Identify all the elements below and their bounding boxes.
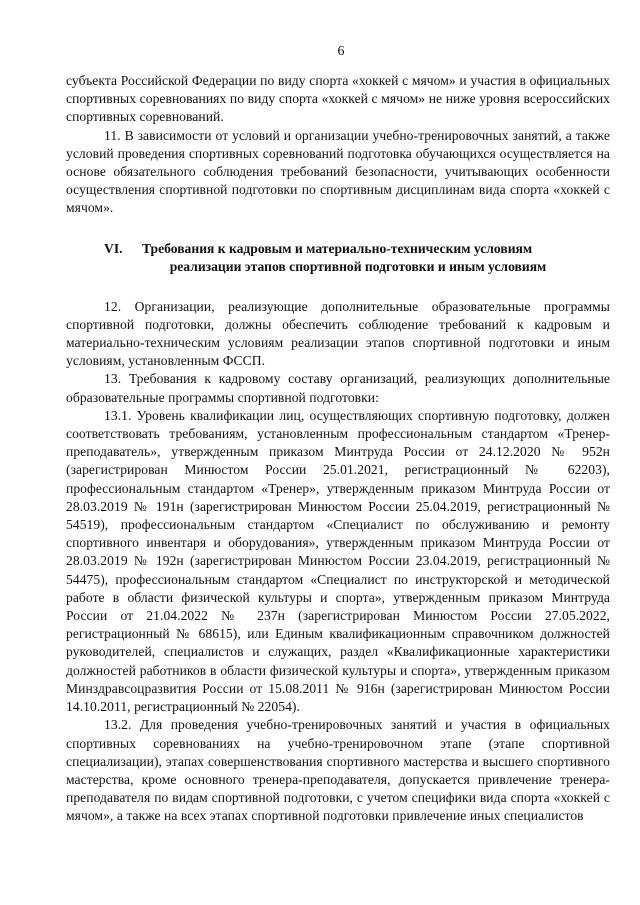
paragraph-13-2: 13.2. Для проведения учебно-тренировочных занятий и участия в официальных спортивных соревнованиях на учебно-тренировочном этапе (этапе спортивной специализации), этапах совершенствования спортивного мастерства и высшего спортивного мастерства, кроме основного тренера-преподавателя, допускается привлечение тренера-преподавателя по видам спортивной подготовки, с учетом специфики вида спорта «хоккей с мячом», а также на всех этапах спортивной подготовки привлечение иных специалистов [66, 717, 610, 824]
section-heading-line1 [66, 240, 610, 258]
page-number: 6 [337, 44, 345, 59]
paragraph-13: 13. Требования к кадровому составу организаций, реализующих дополнительные образовательные программы спортивной подготовки: [66, 371, 610, 405]
paragraph-11: 11. В зависимости от условий и организации учебно-тренировочных занятий, а также условий проведения спортивных соревнований подготовка обучающихся осуществляется на основе обязательного соблюдения требований безопасности, учитывающих особенности осуществления спортивной подготовки по спортивным дисциплинам вида спорта «хоккей с мячом». [66, 127, 610, 216]
paragraph-continuation: субъекта Российской Федерации по виду спорта «хоккей с мячом» и участия в официальных спортивных соревнованиях по виду спорта «хоккей с мячом» не ниже уровня всероссийских спортивных соревнований. [66, 73, 610, 125]
paragraph-13-1: 13.1. Уровень квалификации лиц, осуществляющих спортивную подготовку, должен соответствовать требованиям, установленным профессиональным стандартом «Тренер-преподаватель», утвержденным приказом Минтруда России от 24.12.2020 № 952н (зарегистрирован Минюстом России 25.01.2021, регистрационный № 62203), профессиональным стандартом «Тренер», утвержденным приказом Минтруда России от 28.03.2019 № 191н (зарегистрирован Минюстом России 25.04.2019, регистрационный № 54519), профессиональным стандартом «Специалист по обслуживанию и ремонту спортивного инвентаря и оборудования», утвержденным приказом Минтруда России от 28.03.2019 № 192н (зарегистрирован Минюстом России 23.04.2019, регистрационный № 54475), профессиональным стандартом «Специалист по инструкторской и методической работе в области физической культуры и спорта», утвержденным приказом Минтруда России от 21.04.2022 № 237н (зарегистрирован Минюстом России 27.05.2022, регистрационный № 68615), или Единым квалификационным справочником должностей руководителей, специалистов и служащих, раздел «Квалификационные характеристики должностей работников в области физической культуры и спорта», утвержденным приказом Минздравсоцразвития России от 15.08.2011 № 916н (зарегистрирован Минюстом России 14.10.2011, регистрационный № 22054). [66, 407, 610, 715]
paragraph-12: 12. Организации, реализующие дополнительные образовательные программы спортивной подготовки, должны обеспечить соблюдение требований к кадровым и материально-техническим условиям реализации этапов спортивной подготовки и иным условиям, установленным ФССП. [66, 298, 610, 369]
section-title-line1: Требования к кадровым и материально-техническим условиям [142, 240, 533, 256]
section-title-line2: реализации этапов спортивной подготовки и иным условиям [169, 258, 547, 274]
section-heading [66, 240, 610, 276]
section-number: VI. [104, 240, 123, 256]
